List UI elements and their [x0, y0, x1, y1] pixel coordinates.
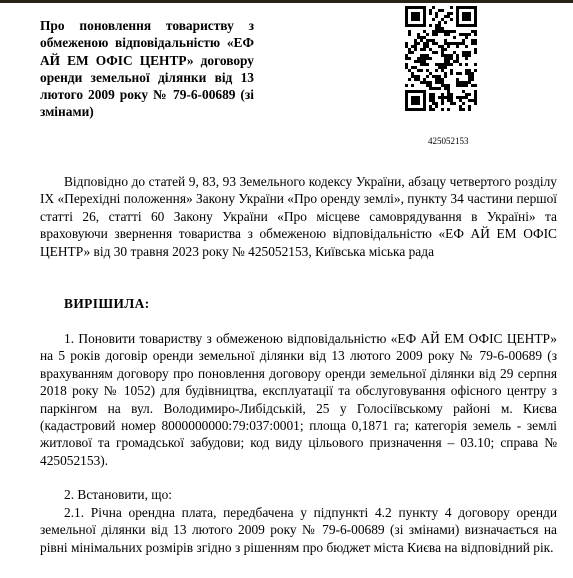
item-2-1: 2.1. Річна орендна плата, передбачена у підпункті 4.2 пункту 4 договору оренди земельної ділянки від 13 лютого 2009 року № 79-6-00689 (зі змінами) визначається на рівні мінімальних розмірів згідно з рішенням про бюджет міста Києва на відповідний рік.: [40, 505, 557, 555]
document-number: 425052153: [428, 136, 469, 146]
item-1: 1. Поновити товариству з обмеженою відповідальністю «ЕФ АЙ ЕМ ОФІС ЦЕНТР» на 5 років договір оренди земельної ділянки від 13 лютого 2009 року № 79-6-00689 (з врахуванням договору про поновлення договору оренди земельної ділянки від 29 серпня 2018 року № 1052) для будівництва, експлуатації та обслуговування офісного центру з паркінгом на вул. Володимиро-Либідській, 25 у Голосіївському районі м. Києва (кадастровий номер 8000000000:79:037:0001; площа 0,1871 га; категорія земель - землі житлової та громадської забудови; код виду цільового призначення – 03.10; справа № 425052153).: [40, 331, 557, 468]
resolved-heading: ВИРІШИЛА:: [64, 296, 150, 311]
item-2: 2. Встановити, що:: [64, 487, 173, 502]
preamble: Відповідно до статей 9, 83, 93 Земельного кодексу України, абзацу четвертого розділу IX «Перехідні положення» Закону України «Про оренду землі», пункту 34 частини першої статті 26, статті 60 Закону України «Про місцеве самоврядування в Україні» та враховуючи звернення товариства з обмеженою відповідальністю «ЕФ АЙ ЕМ ОФІС ЦЕНТР» від 30 травня 2023 року № 425052153, Київська міська рада: [40, 174, 557, 259]
document-title: Про поновлення товариству з обмеженою відповідальністю «ЕФ АЙ ЕМ ОФІС ЦЕНТР» договору оренди земельної ділянки від 13 лютого 2009 року № 79-6-00689 (зі змінами): [40, 18, 254, 120]
qr-code-icon: [405, 6, 477, 111]
top-border: [0, 0, 573, 3]
